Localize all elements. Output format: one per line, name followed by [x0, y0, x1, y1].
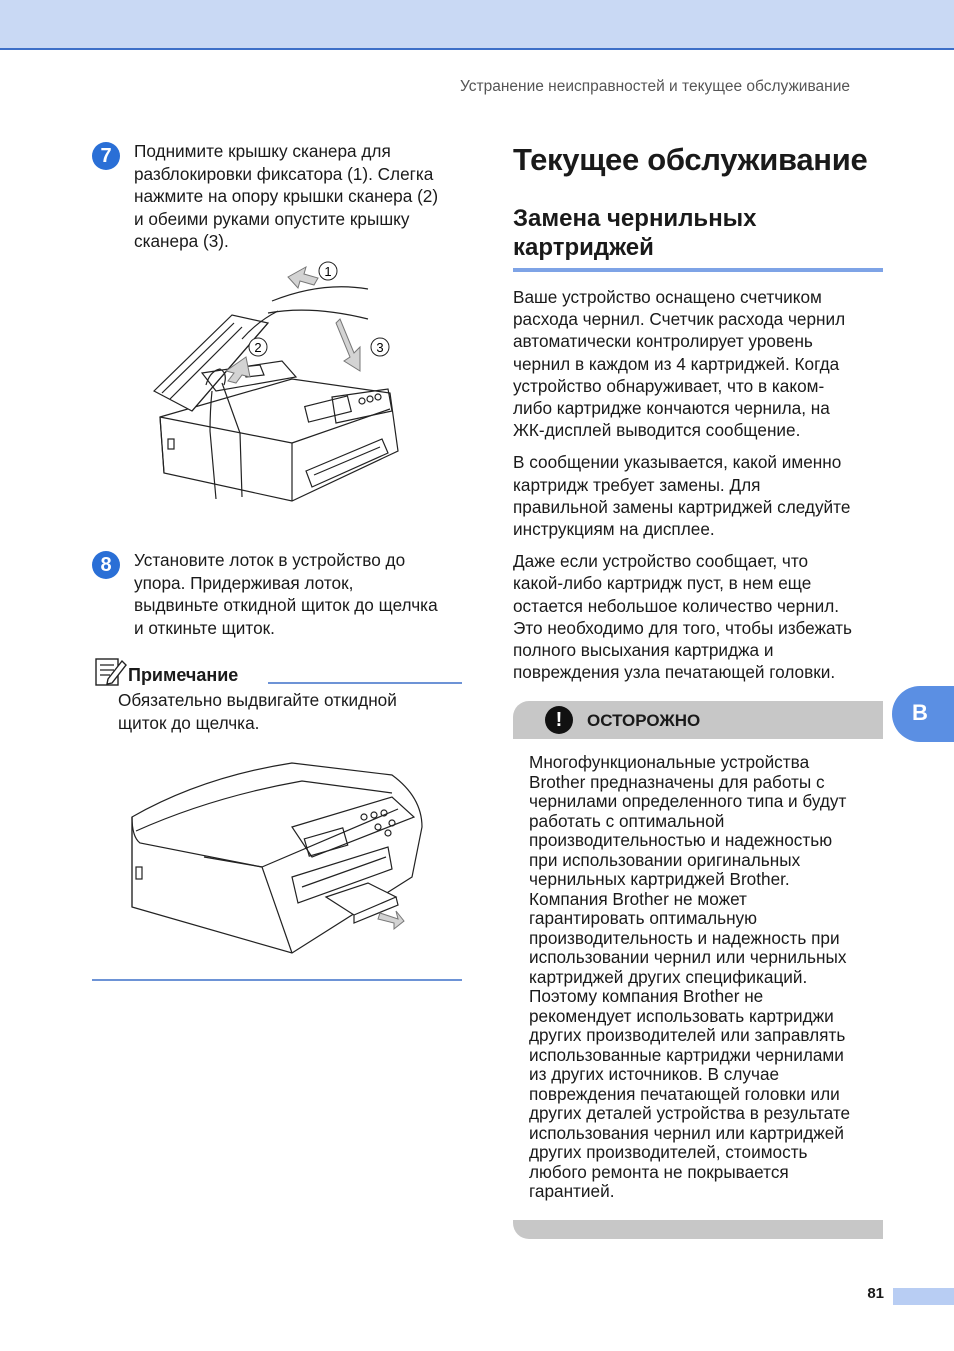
caution-line: рекомендует использовать картриджи	[529, 1005, 834, 1026]
paragraph-line: правильной замены картриджей следуйте	[513, 496, 851, 517]
callout-group	[249, 262, 389, 356]
note-title: Примечание	[128, 665, 239, 686]
note-end-divider	[92, 979, 462, 981]
caution-line: Многофункциональные устройства	[529, 752, 810, 773]
step-line: и откиньте щиток.	[134, 617, 275, 638]
step-line: выдвиньте откидной щиток до щелчка	[134, 595, 438, 616]
printer-tray-illustration	[92, 757, 462, 967]
note-body	[92, 689, 462, 734]
page-number: 81	[867, 1285, 884, 1302]
caution-line: других деталей устройства в результате	[529, 1103, 851, 1124]
paragraph-line: полного высыхания картриджа и	[513, 640, 774, 661]
paragraph-line: чернил в каждом из 4 картриджей. Когда	[513, 353, 840, 374]
caution-line: Компания Brother не может	[529, 888, 747, 909]
paragraph-line: повреждения узла печатающей головки.	[513, 662, 836, 683]
callout-1: 1	[324, 263, 332, 279]
caution-line: работать с оптимальной	[529, 810, 725, 831]
note-pencil-icon	[94, 657, 128, 687]
paragraph-line: Ваше устройство оснащено счетчиком	[513, 287, 822, 307]
caution-line: любого ремонта не покрывается	[529, 1161, 789, 1182]
caution-line: использования чернил или картриджей	[529, 1122, 844, 1143]
left-column	[92, 140, 462, 981]
caution-line: картриджей других спецификаций.	[529, 966, 808, 987]
paragraph-line: остается небольшое количество чернил.	[513, 595, 840, 616]
body-paragraph	[513, 550, 883, 683]
caution-line: гарантировать оптимальную	[529, 908, 758, 929]
step-line: нажмите на опору крышки сканера (2)	[134, 186, 439, 207]
caution-line: производительностью и надежностью	[529, 830, 833, 851]
caution-line: Поэтому компания Brother не	[529, 986, 764, 1007]
caution-line: чернилами определенного типа и будут	[529, 791, 847, 812]
right-column	[513, 140, 883, 1239]
paragraph-line: инструкциям на дисплее.	[513, 519, 715, 540]
step-8	[92, 549, 462, 639]
subsection-title-line: картриджей	[513, 234, 654, 261]
step-7	[92, 140, 462, 253]
top-header-band	[0, 0, 954, 50]
step-line: сканера (3).	[134, 231, 229, 252]
paragraph-line: ЖК-дисплей выводится сообщение.	[513, 420, 801, 441]
caution-line: других производителей или заправлять	[529, 1025, 846, 1046]
step-line: разблокировки фиксатора (1). Слегка	[134, 163, 434, 184]
caution-title: ОСТОРОЖНО	[587, 711, 701, 731]
step-line: упора. Придерживая лоток,	[134, 572, 354, 593]
caution-line: гарантией.	[529, 1181, 615, 1202]
callout-2: 2	[254, 339, 262, 355]
caution-line: чернильных картриджей Brother.	[529, 869, 790, 890]
caution-line: использованные картриджи чернилами	[529, 1044, 844, 1065]
caution-line: других производителей, стоимость	[529, 1142, 808, 1163]
step-text	[134, 549, 462, 639]
caution-line: повреждения печатающей головки или	[529, 1083, 840, 1104]
step-text	[134, 140, 462, 253]
caution-line: при использовании оригинальных	[529, 849, 801, 870]
appendix-tab-label: B	[912, 700, 928, 725]
paragraph-line: какой-либо картридж пуст, в нем еще	[513, 573, 812, 594]
step-line: и обеими руками опустите крышку	[134, 208, 410, 229]
warning-icon: !	[545, 706, 573, 734]
caution-line: использовании чернил или чернильных	[529, 947, 847, 968]
body-paragraph	[513, 451, 883, 540]
note-line-text: щиток до щелчка.	[118, 712, 260, 733]
note-line-text: Обязательно выдвигайте откидной	[118, 690, 397, 711]
caution-line: из других источников. В случае	[529, 1064, 780, 1085]
paragraph-line: автоматически контролирует уровень	[513, 331, 813, 352]
running-header: Устранение неисправностей и текущее обслуживание	[459, 78, 850, 95]
step-line: Установите лоток в устройство до	[134, 549, 406, 570]
step-number-badge: 8	[92, 551, 120, 579]
body-paragraph	[513, 286, 883, 441]
caution-line: Brother предназначены для работы с	[529, 771, 825, 792]
paragraph-line: В сообщении указывается, какой именно	[513, 452, 842, 473]
callout-3: 3	[376, 339, 384, 355]
step-number-badge: 7	[92, 142, 120, 170]
caution-line: производительность и надежность при	[529, 927, 840, 948]
page-number-tab	[893, 1288, 954, 1305]
paragraph-line: либо картридже кончаются чернила, на	[513, 398, 830, 419]
paragraph-line: Даже если устройство сообщает, что	[513, 551, 809, 572]
subsection-title-line: Замена чернильных	[513, 205, 757, 232]
note-box	[92, 657, 462, 980]
step-line: Поднимите крышку сканера для	[134, 141, 391, 161]
paragraph-line: картридж требует замены. Для	[513, 474, 761, 495]
paragraph-line: расхода чернил. Счетчик расхода чернил	[513, 309, 846, 330]
caution-body	[513, 753, 883, 1202]
scanner-cover-illustration	[92, 261, 462, 529]
note-divider	[268, 682, 462, 684]
paragraph-line: Это необходимо для того, чтобы избежать	[513, 617, 852, 638]
subsection-title	[513, 204, 883, 272]
section-title: Текущее обслуживание	[513, 142, 868, 177]
paragraph-line: устройство обнаруживает, что в каком-	[513, 375, 825, 396]
note-header	[92, 657, 462, 687]
appendix-tab	[892, 686, 954, 742]
caution-header	[513, 701, 883, 739]
caution-footer-bar	[513, 1220, 883, 1239]
